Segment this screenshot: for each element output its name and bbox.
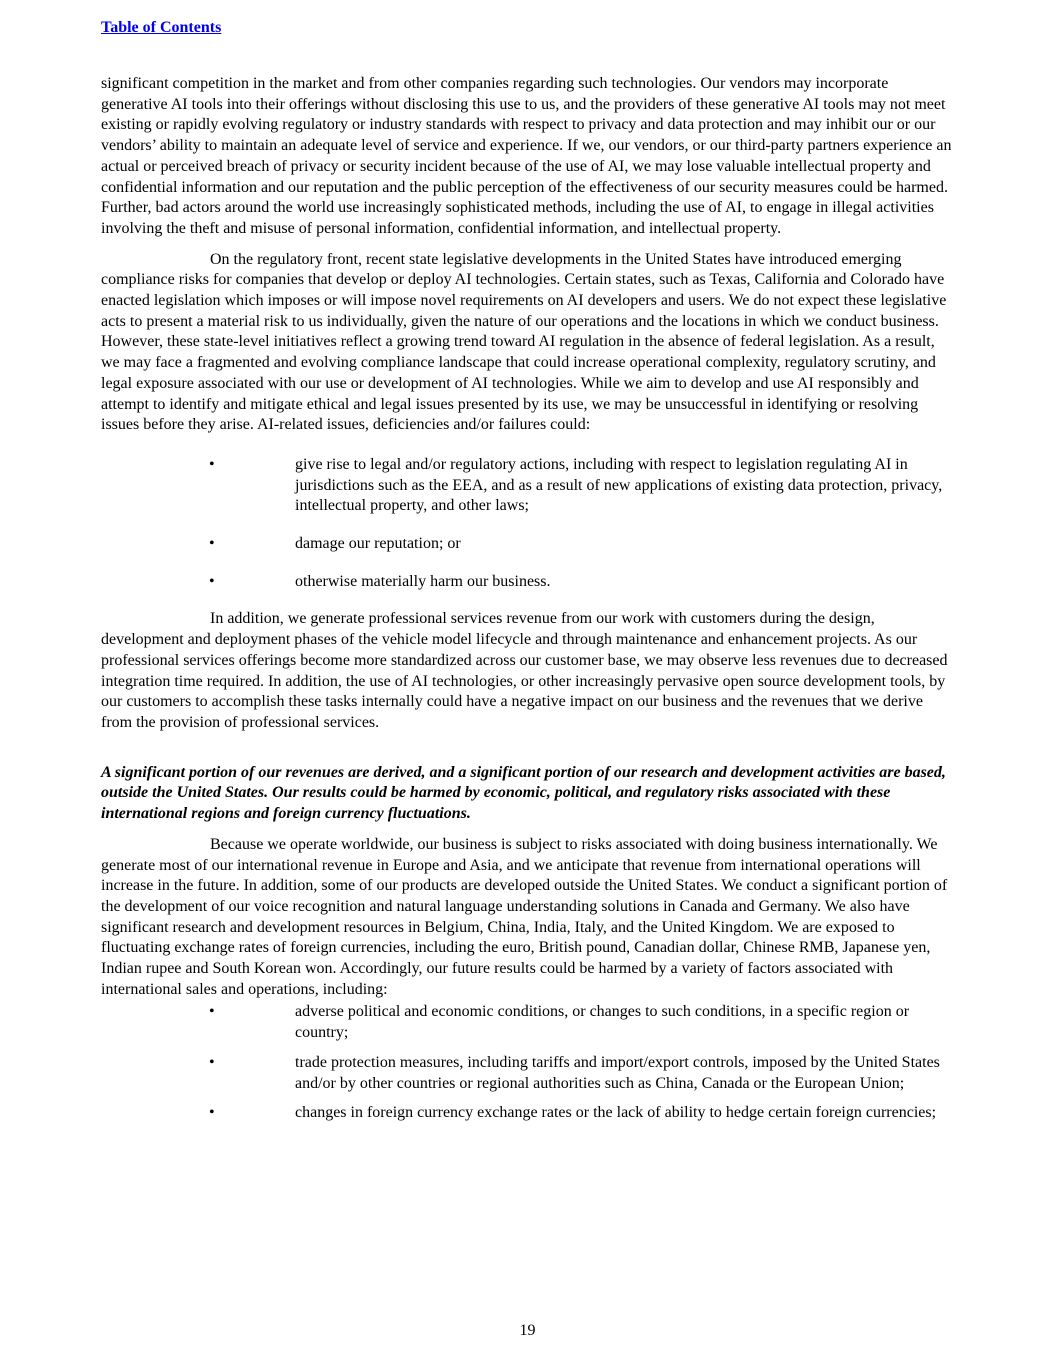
document-body — [101, 74, 956, 1133]
bullet-mark: • — [209, 1053, 215, 1071]
bullet-mark: • — [209, 572, 215, 590]
paragraph-regulatory: On the regulatory front, recent state legislative developments in the United States have introduced emerging compliance risks for companies that develop or deploy AI technologies. Certain states, such as Texas, California and Colorado have enacted legislation which imposes or will impose novel requirements on AI developers and users. We do not expect these legislative acts to present a material risk to us individually, given the nature of our operations and the locations in which we conduct business. However, these state-level initiatives reflect a growing trend toward AI regulation in the absence of federal legislation. As a result, we may face a fragmented and evolving compliance landscape that could increase operational complexity, regulatory scrutiny, and legal exposure associated with our use or development of AI technologies. While we aim to develop and use AI responsibly and attempt to identify and mitigate ethical and legal issues presented by its use, we may be unsuccessful in identifying or resolving issues before they arise. AI-related issues, deficiencies and/or failures could: — [101, 250, 947, 434]
bullet-mark: • — [209, 455, 215, 473]
bullet-mark: • — [209, 1104, 215, 1122]
list-item — [101, 1002, 956, 1043]
table-of-contents-link[interactable]: Table of Contents — [101, 19, 222, 36]
list-item-text: changes in foreign currency exchange rates or the lack of ability to hedge certain foreign currencies; — [295, 1104, 937, 1122]
list-item-text: damage our reputation; or — [295, 535, 461, 553]
paragraph-professional-services: In addition, we generate professional services revenue from our work with customers during the design, development and deployment phases of the vehicle model lifecycle and through maintenance and enhancement projects. As our professional services offerings become more standardized across our customer base, we may observe less revenues due to decreased integration time required. In addition, the use of AI technologies, or other increasingly pervasive open source development tools, by our customers to accomplish these tasks internally could have a negative impact on our business and the revenues that we derive from the provision of professional services. — [101, 610, 948, 731]
bullet-mark: • — [209, 1003, 215, 1021]
list-item-text: trade protection measures, including tariffs and import/export controls, imposed by the United States and/or by other countries or regional authorities such as China, Canada or the European Union; — [295, 1053, 940, 1092]
paragraph-ai-competition: significant competition in the market and from other companies regarding such technologies. Our vendors may incorporate generative AI tools into their offerings without disclosing this use to us, and the providers of these generative AI tools may not meet existing or rapidly evolving regulatory or industry standards with respect to privacy and data protection and may inhibit our or our vendors’ ability to maintain an adequate level of service and experience. If we, our vendors, or our third-party partners experience an actual or perceived breach of privacy or security incident because of the use of AI, we may lose valuable intellectual property and confidential information and our reputation and the public perception of the effectiveness of our security measures could be harmed. Further, bad actors around the world use increasingly sophisticated methods, including the use of AI, to engage in illegal activities involving the theft and misuse of personal information, confidential information, and intellectual property. — [101, 75, 952, 237]
ai-risk-list — [101, 455, 956, 593]
list-item-text: otherwise materially harm our business. — [295, 572, 551, 590]
page-number: 19 — [519, 1322, 536, 1339]
international-risk-list — [101, 1002, 956, 1124]
list-item-text: adverse political and economic conditions, or changes to such conditions, in a specific region or country; — [295, 1003, 910, 1042]
list-item — [101, 1103, 956, 1124]
list-item — [101, 572, 956, 593]
list-item — [101, 455, 956, 517]
list-item — [101, 534, 956, 555]
section-heading: A significant portion of our revenues are derived, and a significant portion of our research and development activities are based, outside the United States. Our results could be harmed by economic, political, and regulatory risks associated with these international regions and foreign currency fluctuations. — [101, 763, 946, 823]
list-item — [101, 1053, 956, 1094]
list-item-text: give rise to legal and/or regulatory actions, including with respect to legislation regulating AI in jurisdictions such as the EEA, and as a result of new applications of existing data protection, privacy, intellectual property, and other laws; — [295, 455, 943, 515]
paragraph-international: Because we operate worldwide, our business is subject to risks associated with doing business internationally. We generate most of our international revenue in Europe and Asia, and we anticipate that revenue from international operations will increase in the future. In addition, some of our products are developed outside the United States. We conduct a significant portion of the development of our voice recognition and natural language understanding solutions in Canada and Germany. We also have significant research and development resources in Belgium, China, India, Italy, and the United Kingdom. We are exposed to fluctuating exchange rates of foreign currencies, including the euro, British pound, Canadian dollar, Chinese RMB, Japanese yen, Indian rupee and South Korean won. Accordingly, our future results could be harmed by a variety of factors associated with international sales and operations, including: — [101, 835, 948, 998]
bullet-mark: • — [209, 535, 215, 553]
